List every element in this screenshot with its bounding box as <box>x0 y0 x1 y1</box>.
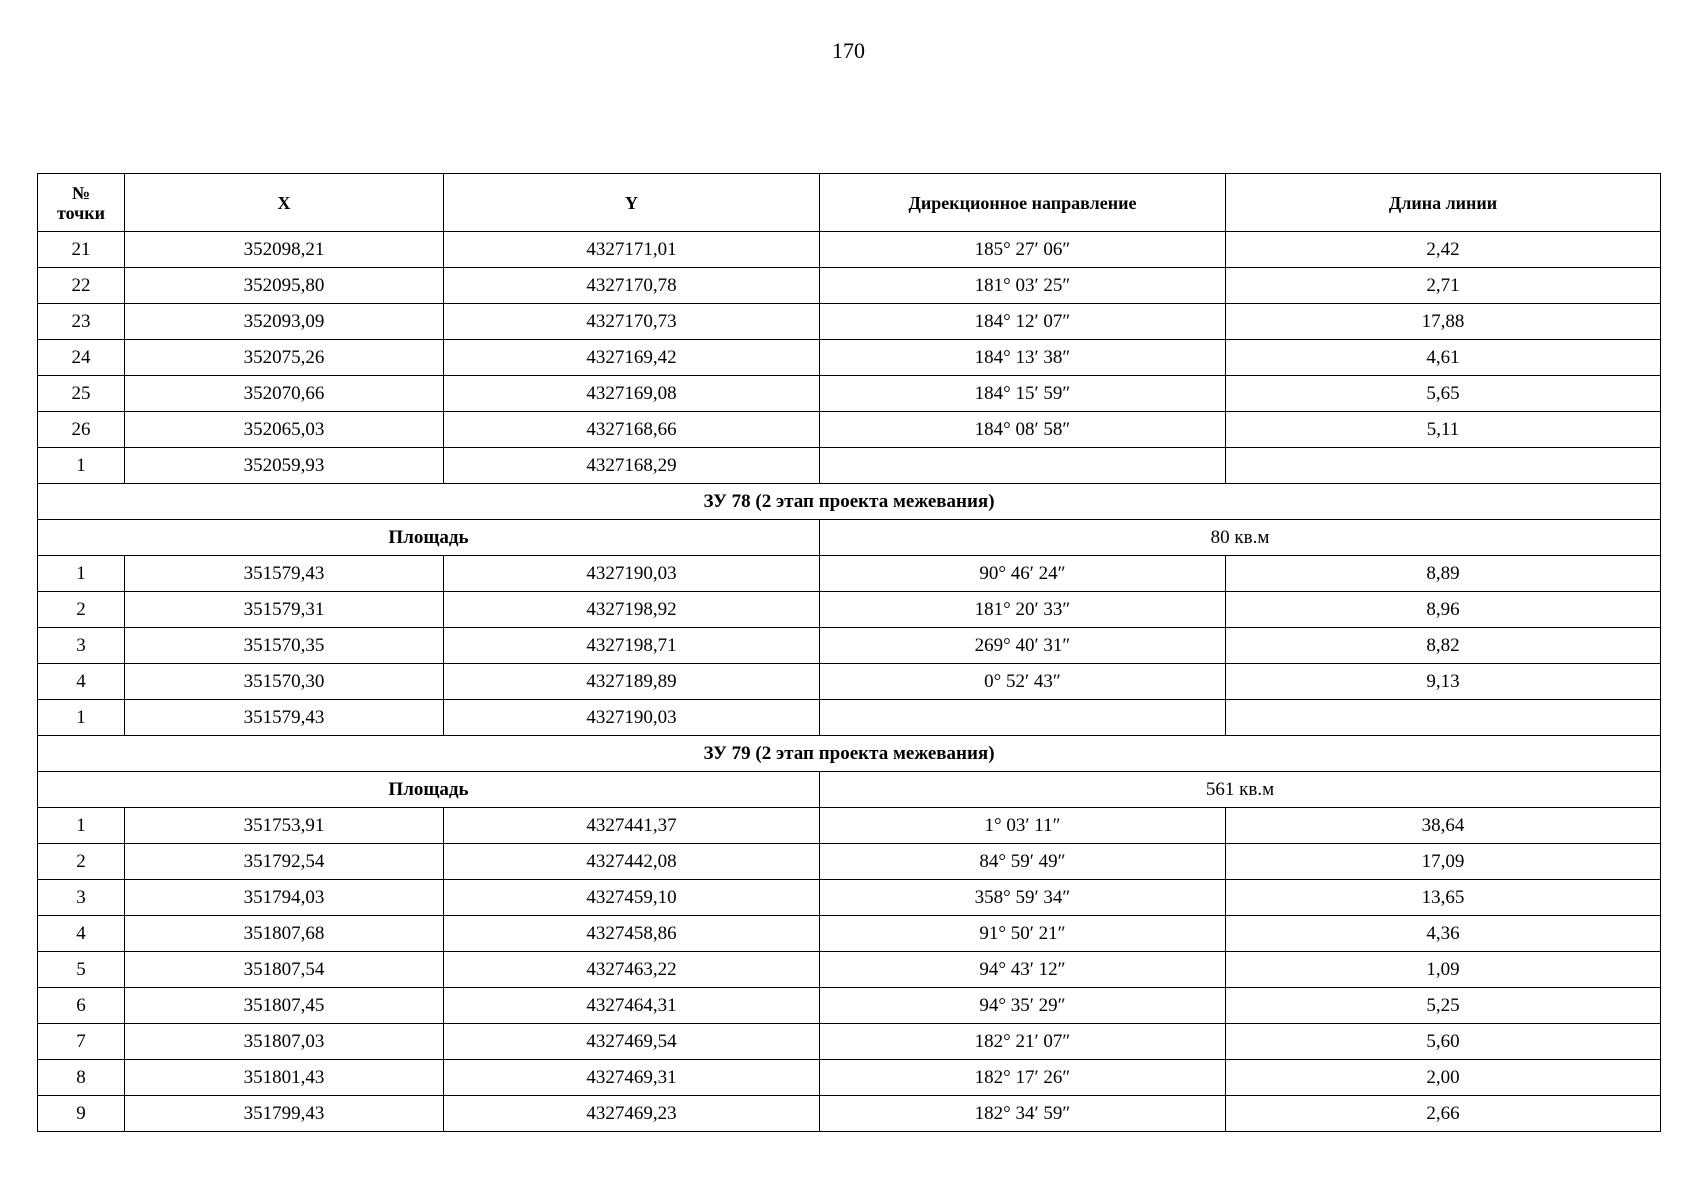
direction-cell: 0° 52′ 43″ <box>820 664 1226 700</box>
table-row <box>38 808 1661 844</box>
table-header-row <box>38 174 1661 232</box>
table-row <box>38 916 1661 952</box>
direction-cell: 269° 40′ 31″ <box>820 628 1226 664</box>
section-title-row <box>38 484 1661 520</box>
coordinates-table <box>37 173 1661 1132</box>
direction-cell: 94° 43′ 12″ <box>820 952 1226 988</box>
point-number-cell: 24 <box>38 340 125 376</box>
header-x: X <box>125 174 444 232</box>
length-cell: 8,89 <box>1226 556 1661 592</box>
y-coordinate-cell: 4327168,66 <box>444 412 820 448</box>
direction-cell: 181° 03′ 25″ <box>820 268 1226 304</box>
direction-cell <box>820 700 1226 736</box>
y-coordinate-cell: 4327190,03 <box>444 556 820 592</box>
length-cell: 2,66 <box>1226 1096 1661 1132</box>
table-row <box>38 448 1661 484</box>
x-coordinate-cell: 352059,93 <box>125 448 444 484</box>
x-coordinate-cell: 351801,43 <box>125 1060 444 1096</box>
direction-cell: 182° 34′ 59″ <box>820 1096 1226 1132</box>
y-coordinate-cell: 4327170,73 <box>444 304 820 340</box>
length-cell: 5,25 <box>1226 988 1661 1024</box>
direction-cell: 1° 03′ 11″ <box>820 808 1226 844</box>
length-cell: 5,65 <box>1226 376 1661 412</box>
y-coordinate-cell: 4327169,08 <box>444 376 820 412</box>
direction-cell <box>820 448 1226 484</box>
area-value: 561 кв.м <box>820 772 1661 808</box>
x-coordinate-cell: 351753,91 <box>125 808 444 844</box>
direction-cell: 184° 08′ 58″ <box>820 412 1226 448</box>
y-coordinate-cell: 4327171,01 <box>444 232 820 268</box>
area-row <box>38 520 1661 556</box>
table-row <box>38 376 1661 412</box>
x-coordinate-cell: 351579,43 <box>125 556 444 592</box>
x-coordinate-cell: 351570,30 <box>125 664 444 700</box>
length-cell: 2,00 <box>1226 1060 1661 1096</box>
point-number-cell: 4 <box>38 664 125 700</box>
x-coordinate-cell: 352098,21 <box>125 232 444 268</box>
table-row <box>38 628 1661 664</box>
x-coordinate-cell: 352065,03 <box>125 412 444 448</box>
point-number-cell: 7 <box>38 1024 125 1060</box>
length-cell: 8,96 <box>1226 592 1661 628</box>
direction-cell: 184° 13′ 38″ <box>820 340 1226 376</box>
x-coordinate-cell: 351579,43 <box>125 700 444 736</box>
y-coordinate-cell: 4327198,71 <box>444 628 820 664</box>
header-direction: Дирекционное направление <box>820 174 1226 232</box>
direction-cell: 84° 59′ 49″ <box>820 844 1226 880</box>
area-label: Площадь <box>38 520 820 556</box>
point-number-cell: 6 <box>38 988 125 1024</box>
length-cell: 5,11 <box>1226 412 1661 448</box>
length-cell: 2,71 <box>1226 268 1661 304</box>
header-y: Y <box>444 174 820 232</box>
table-row <box>38 412 1661 448</box>
table-row <box>38 556 1661 592</box>
x-coordinate-cell: 351579,31 <box>125 592 444 628</box>
point-number-cell: 3 <box>38 628 125 664</box>
y-coordinate-cell: 4327198,92 <box>444 592 820 628</box>
length-cell: 5,60 <box>1226 1024 1661 1060</box>
table-row <box>38 340 1661 376</box>
y-coordinate-cell: 4327168,29 <box>444 448 820 484</box>
direction-cell: 90° 46′ 24″ <box>820 556 1226 592</box>
table-row <box>38 700 1661 736</box>
point-number-cell: 2 <box>38 844 125 880</box>
header-length: Длина линии <box>1226 174 1661 232</box>
point-number-cell: 1 <box>38 700 125 736</box>
y-coordinate-cell: 4327458,86 <box>444 916 820 952</box>
point-number-cell: 1 <box>38 808 125 844</box>
table-row <box>38 844 1661 880</box>
point-number-cell: 9 <box>38 1096 125 1132</box>
direction-cell: 94° 35′ 29″ <box>820 988 1226 1024</box>
section-title: ЗУ 79 (2 этап проекта межевания) <box>38 736 1661 772</box>
direction-cell: 181° 20′ 33″ <box>820 592 1226 628</box>
x-coordinate-cell: 351807,45 <box>125 988 444 1024</box>
direction-cell: 182° 21′ 07″ <box>820 1024 1226 1060</box>
length-cell: 9,13 <box>1226 664 1661 700</box>
y-coordinate-cell: 4327442,08 <box>444 844 820 880</box>
y-coordinate-cell: 4327469,23 <box>444 1096 820 1132</box>
section-title-row <box>38 736 1661 772</box>
x-coordinate-cell: 351570,35 <box>125 628 444 664</box>
point-number-cell: 4 <box>38 916 125 952</box>
point-number-cell: 2 <box>38 592 125 628</box>
point-number-cell: 23 <box>38 304 125 340</box>
area-value: 80 кв.м <box>820 520 1661 556</box>
point-number-cell: 5 <box>38 952 125 988</box>
y-coordinate-cell: 4327469,31 <box>444 1060 820 1096</box>
table-row <box>38 268 1661 304</box>
x-coordinate-cell: 352093,09 <box>125 304 444 340</box>
length-cell: 8,82 <box>1226 628 1661 664</box>
area-row <box>38 772 1661 808</box>
table-row <box>38 952 1661 988</box>
table-body <box>38 232 1661 1132</box>
y-coordinate-cell: 4327469,54 <box>444 1024 820 1060</box>
x-coordinate-cell: 351807,68 <box>125 916 444 952</box>
header-point-number-label: точки <box>56 202 106 223</box>
y-coordinate-cell: 4327464,31 <box>444 988 820 1024</box>
table-row <box>38 880 1661 916</box>
table-row <box>38 304 1661 340</box>
point-number-cell: 8 <box>38 1060 125 1096</box>
point-number-cell: 22 <box>38 268 125 304</box>
direction-cell: 184° 12′ 07″ <box>820 304 1226 340</box>
area-label: Площадь <box>38 772 820 808</box>
length-cell: 4,36 <box>1226 916 1661 952</box>
x-coordinate-cell: 351792,54 <box>125 844 444 880</box>
length-cell: 38,64 <box>1226 808 1661 844</box>
direction-cell: 182° 17′ 26″ <box>820 1060 1226 1096</box>
length-cell: 17,09 <box>1226 844 1661 880</box>
table-row <box>38 1060 1661 1096</box>
table-row <box>38 232 1661 268</box>
y-coordinate-cell: 4327190,03 <box>444 700 820 736</box>
point-number-cell: 1 <box>38 556 125 592</box>
x-coordinate-cell: 351807,03 <box>125 1024 444 1060</box>
length-cell: 2,42 <box>1226 232 1661 268</box>
y-coordinate-cell: 4327459,10 <box>444 880 820 916</box>
y-coordinate-cell: 4327189,89 <box>444 664 820 700</box>
length-cell: 13,65 <box>1226 880 1661 916</box>
y-coordinate-cell: 4327170,78 <box>444 268 820 304</box>
y-coordinate-cell: 4327463,22 <box>444 952 820 988</box>
x-coordinate-cell: 351799,43 <box>125 1096 444 1132</box>
x-coordinate-cell: 352075,26 <box>125 340 444 376</box>
length-cell <box>1226 700 1661 736</box>
y-coordinate-cell: 4327169,42 <box>444 340 820 376</box>
point-number-cell: 25 <box>38 376 125 412</box>
length-cell: 17,88 <box>1226 304 1661 340</box>
point-number-cell: 3 <box>38 880 125 916</box>
y-coordinate-cell: 4327441,37 <box>444 808 820 844</box>
point-number-cell: 26 <box>38 412 125 448</box>
table-row <box>38 988 1661 1024</box>
x-coordinate-cell: 352095,80 <box>125 268 444 304</box>
x-coordinate-cell: 351794,03 <box>125 880 444 916</box>
x-coordinate-cell: 352070,66 <box>125 376 444 412</box>
header-point-number-symbol: № <box>71 182 91 203</box>
direction-cell: 358° 59′ 34″ <box>820 880 1226 916</box>
direction-cell: 184° 15′ 59″ <box>820 376 1226 412</box>
x-coordinate-cell: 351807,54 <box>125 952 444 988</box>
header-point-number <box>38 174 125 232</box>
direction-cell: 91° 50′ 21″ <box>820 916 1226 952</box>
section-title: ЗУ 78 (2 этап проекта межевания) <box>38 484 1661 520</box>
table-row <box>38 1024 1661 1060</box>
point-number-cell: 1 <box>38 448 125 484</box>
table-row <box>38 1096 1661 1132</box>
page-number: 170 <box>832 38 865 63</box>
length-cell: 4,61 <box>1226 340 1661 376</box>
length-cell <box>1226 448 1661 484</box>
table-row <box>38 664 1661 700</box>
direction-cell: 185° 27′ 06″ <box>820 232 1226 268</box>
length-cell: 1,09 <box>1226 952 1661 988</box>
table-row <box>38 592 1661 628</box>
point-number-cell: 21 <box>38 232 125 268</box>
